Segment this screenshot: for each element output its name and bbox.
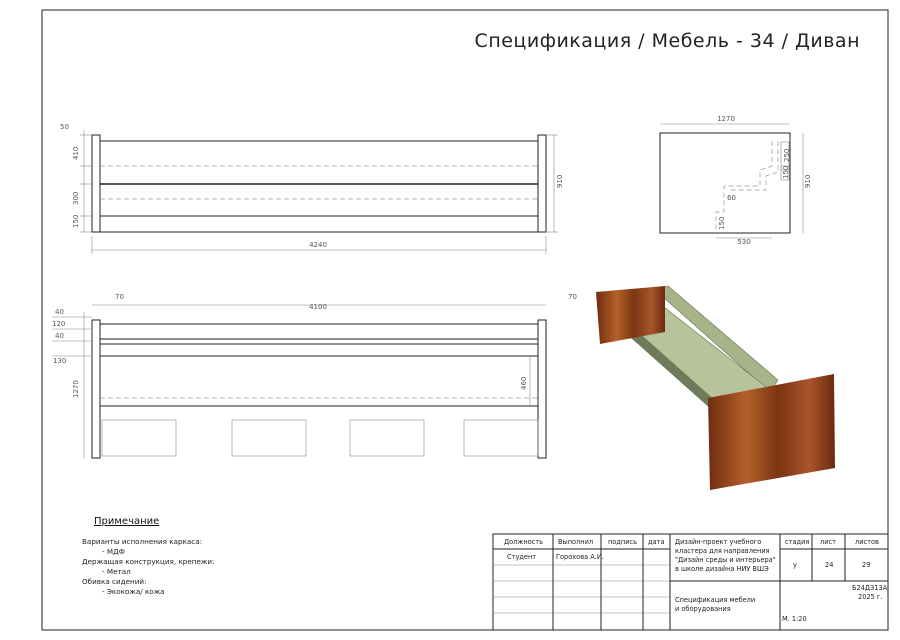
dim-plan-120: 120	[52, 320, 66, 328]
dim-side-width: 1270	[717, 115, 735, 123]
sofa-render	[596, 286, 835, 490]
stamp-project-line: Дизайн-проект учебного	[675, 538, 762, 546]
stamp-header-done: Выполнил	[558, 538, 594, 546]
stamp-project-line: в школе дизайна НИУ ВШЭ	[675, 565, 769, 573]
stamp-stage-value: у	[793, 561, 797, 569]
dim-front-width: 4240	[309, 241, 327, 249]
dim-front-50: 50	[60, 123, 69, 131]
note-line: - МДФ	[102, 547, 125, 556]
note-line: - Экокожа/ кожа	[102, 587, 165, 596]
stamp-role: Студент	[507, 553, 537, 561]
note-heading: Примечание	[94, 516, 160, 527]
stamp-sheets-value: 29	[862, 561, 871, 569]
dim-plan-40a: 40	[55, 308, 64, 316]
dim-plan-70-right: 70	[568, 293, 577, 301]
dim-front-410: 410	[72, 146, 80, 160]
stamp-header-position: Должность	[504, 538, 544, 546]
dim-side-150a: 150	[782, 165, 790, 179]
dim-side-250: 250	[783, 148, 791, 162]
dim-front-150: 150	[72, 214, 80, 228]
stamp-sheet-header: лист	[820, 538, 836, 546]
note-line: - Метал	[102, 567, 131, 576]
note-line: Держащая конструкция, крепежи:	[82, 557, 215, 566]
stamp-sheets-header: листов	[855, 538, 879, 546]
dim-side-150b: 150	[718, 216, 726, 230]
dim-plan-70-left: 70	[115, 293, 124, 301]
side-view	[660, 115, 812, 246]
stamp-year: 2025 г.	[858, 593, 883, 601]
stamp-header-sign: подпись	[608, 538, 638, 546]
stamp-code: Б24ДЗ13А	[852, 584, 888, 592]
dim-plan-depth: 1270	[72, 380, 80, 398]
front-view	[60, 123, 564, 254]
stamp-sheet-name: и оборудования	[675, 605, 731, 613]
dim-side-60: 60	[727, 194, 736, 202]
dim-plan-length: 4100	[309, 303, 327, 311]
dim-plan-460: 460	[520, 376, 528, 390]
sheet-title: Спецификация / Мебель - 34 / Диван	[474, 30, 860, 52]
note-line: Варианты исполнения каркаса:	[82, 537, 203, 546]
stamp-header-date: дата	[648, 538, 665, 546]
dim-side-depth: 530	[737, 238, 751, 246]
stamp-stage-header: стадия	[785, 538, 810, 546]
stamp-sheet-name: Спецификация мебели	[675, 596, 756, 604]
stamp-scale: М. 1:20	[782, 615, 807, 623]
note-line: Обивка сидений:	[82, 577, 147, 586]
dim-front-300: 300	[72, 191, 80, 205]
stamp-sheet-value: 24	[825, 561, 834, 569]
dim-plan-40b: 40	[55, 332, 64, 340]
dim-front-height: 910	[556, 174, 564, 188]
dim-side-height: 910	[804, 174, 812, 188]
stamp-project-line: кластера для направления	[675, 547, 770, 555]
stamp-project-line: "Дизайн среды и интерьера"	[675, 556, 776, 564]
plan-view	[52, 293, 577, 458]
dim-plan-130: 130	[53, 357, 67, 365]
stamp-author: Горохова А.И.	[556, 553, 604, 561]
